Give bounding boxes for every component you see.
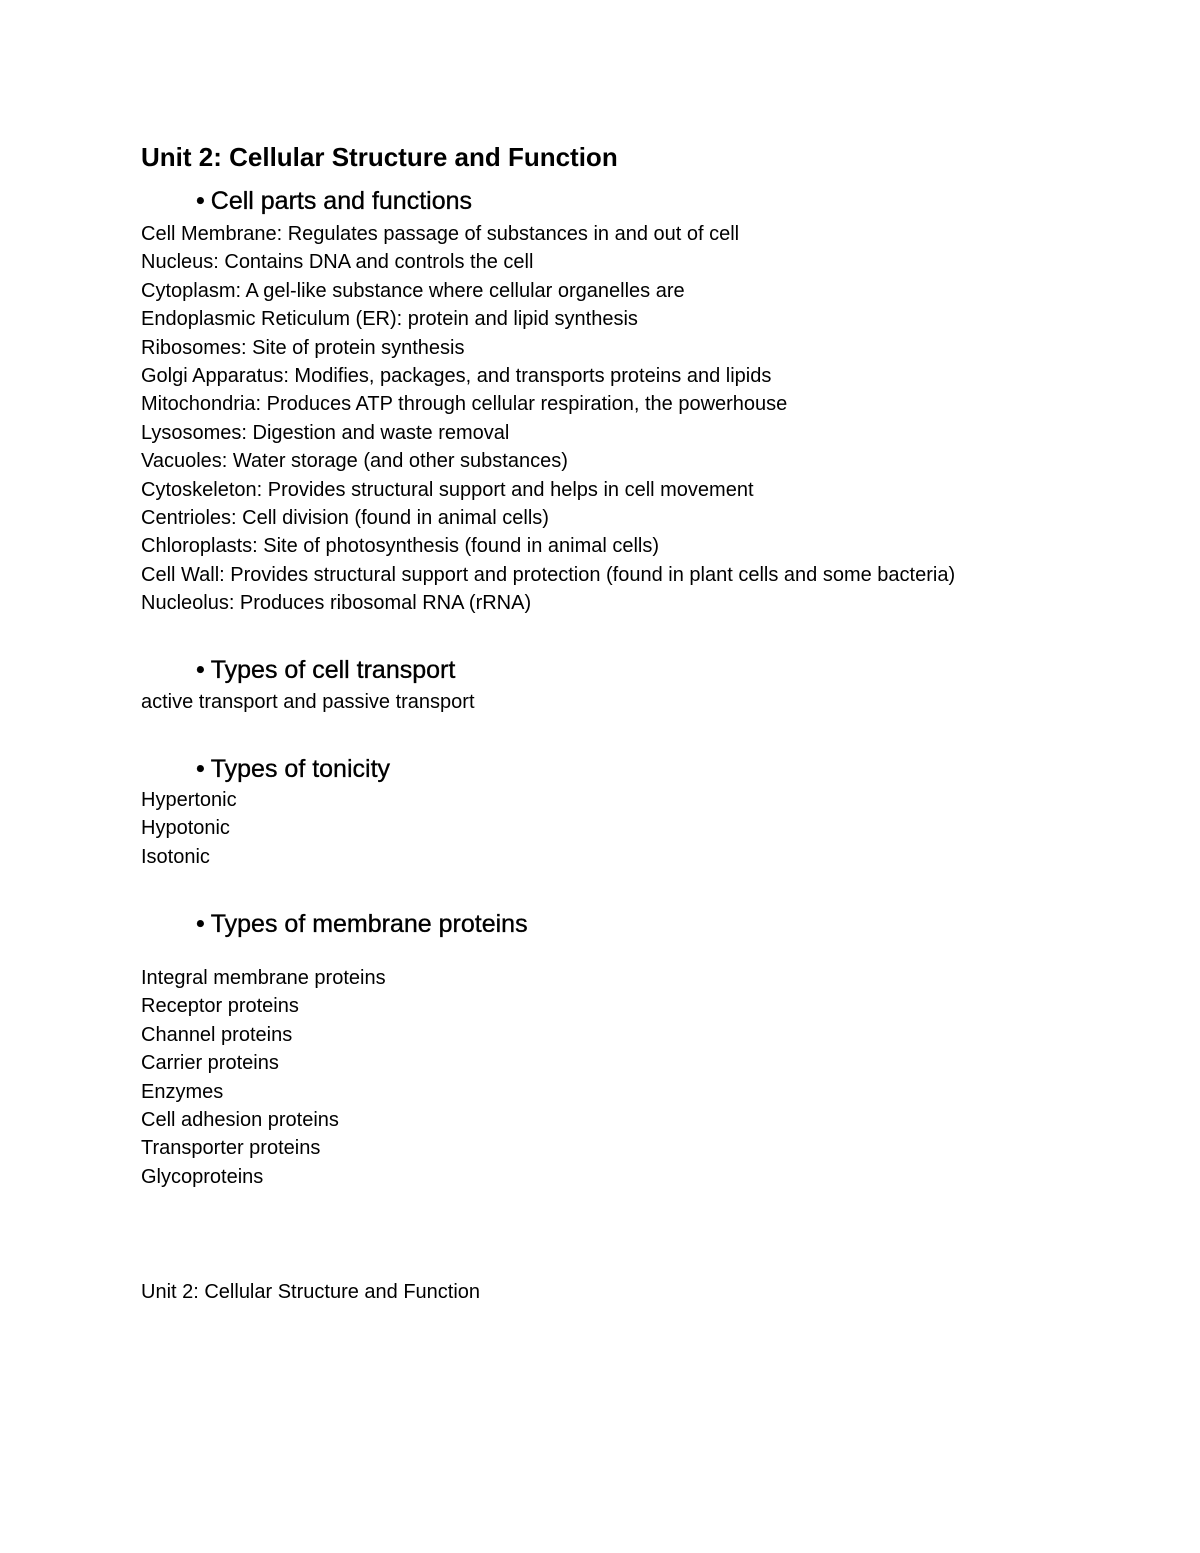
list-item: active transport and passive transport (141, 691, 475, 713)
list-item: Glycoproteins (141, 1165, 264, 1188)
section-heading-cell-transport (196, 654, 455, 686)
section-heading-tonicity (196, 753, 390, 785)
list-item: Nucleolus: Produces ribosomal RNA (rRNA) (141, 592, 532, 615)
bullet-icon: • (196, 755, 205, 783)
list-item: Centrioles: Cell division (found in animal cells) (141, 506, 549, 529)
list-item: Cytoskeleton: Provides structural support and helps in cell movement (141, 478, 754, 501)
list-item: Ribosomes: Site of protein synthesis (141, 336, 465, 359)
bullet-icon: • (196, 656, 205, 684)
list-item: Chloroplasts: Site of photosynthesis (found in animal cells) (141, 535, 660, 558)
list-item: Lysosomes: Digestion and waste removal (141, 421, 510, 444)
list-item: Endoplasmic Reticulum (ER): protein and lipid synthesis (141, 308, 638, 331)
list-item: Hypotonic (141, 817, 230, 840)
cell-parts-list (141, 220, 955, 617)
section-heading-text: Types of cell transport (210, 656, 456, 684)
list-item: Cytoplasm: A gel-like substance where cellular organelles are (141, 279, 685, 302)
list-item: Nucleus: Contains DNA and controls the cell (141, 251, 534, 274)
membrane-proteins-list (141, 964, 386, 1191)
list-item: Enzymes (141, 1080, 224, 1103)
section-heading-text: Types of membrane proteins (210, 910, 528, 938)
list-item: Channel proteins (141, 1023, 293, 1046)
list-item: Isotonic (141, 845, 210, 868)
section-heading-membrane-proteins (196, 908, 528, 940)
list-item: Vacuoles: Water storage (and other substances) (141, 450, 568, 473)
bullet-icon: • (196, 187, 205, 215)
list-item: Cell Membrane: Regulates passage of substances in and out of cell (141, 223, 740, 245)
section-heading-text: Types of tonicity (210, 755, 391, 783)
bullet-icon: • (196, 910, 205, 938)
list-item: Receptor proteins (141, 995, 299, 1018)
list-item: Mitochondria: Produces ATP through cellular respiration, the powerhouse (141, 393, 788, 416)
section-heading-cell-parts (196, 185, 472, 217)
list-item: Hypertonic (141, 789, 237, 811)
page-footer: Unit 2: Cellular Structure and Function (141, 1281, 481, 1303)
list-item: Golgi Apparatus: Modifies, packages, and transports proteins and lipids (141, 364, 772, 387)
list-item: Integral membrane proteins (141, 967, 386, 989)
list-item: Cell adhesion proteins (141, 1108, 339, 1131)
list-item: Carrier proteins (141, 1052, 279, 1075)
cell-transport-list (141, 688, 475, 716)
page-title: Unit 2: Cellular Structure and Function (141, 142, 618, 172)
section-heading-text: Cell parts and functions (210, 187, 473, 215)
list-item: Cell Wall: Provides structural support and protection (found in plant cells and some bacteria) (141, 563, 956, 586)
tonicity-list (141, 786, 237, 871)
list-item: Transporter proteins (141, 1137, 321, 1160)
